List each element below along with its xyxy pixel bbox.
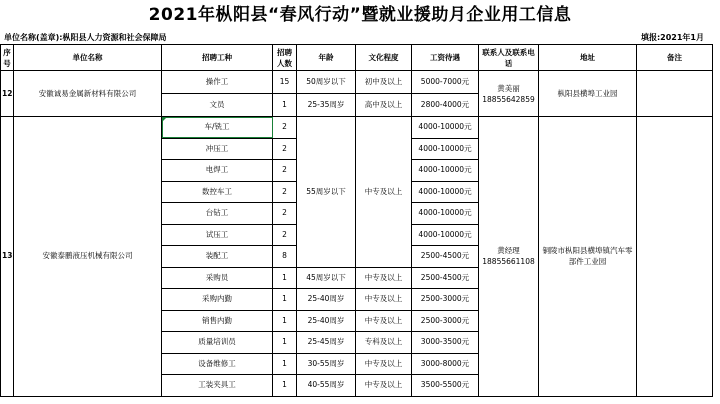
- job-label: 车/铣工: [204, 122, 230, 132]
- age-cell[interactable]: 25-35周岁: [297, 94, 356, 117]
- filled-date-label: 填报:2021年1月: [640, 33, 704, 42]
- company-name-cell[interactable]: 安徽泰鹏液压机械有限公司: [14, 117, 162, 397]
- header-salary[interactable]: 工资待遇: [412, 45, 479, 71]
- salary-cell[interactable]: 4000-10000元: [412, 224, 479, 246]
- remark-cell[interactable]: [637, 117, 713, 397]
- job-cell[interactable]: 文员: [162, 94, 273, 117]
- count-cell[interactable]: 2: [273, 138, 297, 160]
- header-seq[interactable]: 序号: [1, 45, 14, 71]
- job-cell[interactable]: 采购内勤: [162, 289, 273, 311]
- age-cell[interactable]: 45周岁以下: [297, 267, 356, 289]
- salary-cell[interactable]: 2500-4500元: [412, 246, 479, 268]
- age-cell[interactable]: 30-55周岁: [297, 353, 356, 375]
- sheet-title: 2021年枞阳县“春风行动”暨就业援助月企业用工信息: [148, 5, 572, 25]
- address-cell[interactable]: 枞阳县横埠工业园: [539, 71, 637, 117]
- salary-cell[interactable]: 4000-10000元: [412, 138, 479, 160]
- count-cell[interactable]: 1: [273, 267, 297, 289]
- contact-name: 黄美丽: [497, 83, 520, 93]
- header-company[interactable]: 单位名称: [14, 45, 162, 71]
- count-cell[interactable]: 2: [273, 181, 297, 203]
- count-cell[interactable]: 1: [273, 310, 297, 332]
- count-cell[interactable]: 2: [273, 203, 297, 225]
- job-cell[interactable]: [162, 117, 273, 139]
- contact-phone: 18855661108: [482, 257, 535, 267]
- contact-phone: 18855642859: [482, 94, 535, 104]
- header-remark[interactable]: 备注: [637, 45, 713, 71]
- selected-cell-marker-icon: [162, 117, 167, 122]
- age-cell[interactable]: 55周岁以下: [297, 117, 356, 268]
- edu-cell[interactable]: 中专及以上: [356, 267, 412, 289]
- edu-cell[interactable]: 高中及以上: [356, 94, 412, 117]
- salary-cell[interactable]: 2500-3000元: [412, 310, 479, 332]
- salary-cell[interactable]: 2500-4500元: [412, 267, 479, 289]
- salary-cell[interactable]: 2500-3000元: [412, 289, 479, 311]
- salary-cell[interactable]: 4000-10000元: [412, 160, 479, 182]
- edu-cell[interactable]: 中专及以上: [356, 117, 412, 268]
- job-cell[interactable]: 采购员: [162, 267, 273, 289]
- job-cell[interactable]: 销售内勤: [162, 310, 273, 332]
- salary-cell[interactable]: 4000-10000元: [412, 181, 479, 203]
- job-cell[interactable]: 冲压工: [162, 138, 273, 160]
- header-row: [1, 45, 713, 71]
- contact-name: 黄经理: [497, 246, 520, 256]
- job-cell[interactable]: 试压工: [162, 224, 273, 246]
- job-cell[interactable]: 电焊工: [162, 160, 273, 182]
- edu-cell[interactable]: 中专及以上: [356, 310, 412, 332]
- age-cell[interactable]: 40-55周岁: [297, 375, 356, 397]
- header-contact[interactable]: 联系人及联系电话: [479, 45, 539, 71]
- table-row: [1, 117, 713, 139]
- salary-cell[interactable]: 5000-7000元: [412, 71, 479, 94]
- job-cell[interactable]: 工装夹具工: [162, 375, 273, 397]
- age-cell[interactable]: 50周岁以下: [297, 71, 356, 94]
- count-cell[interactable]: 2: [273, 224, 297, 246]
- company-name-cell[interactable]: 安徽诚易金属新材料有限公司: [14, 71, 162, 117]
- count-cell[interactable]: 2: [273, 160, 297, 182]
- edu-cell[interactable]: 中专及以上: [356, 375, 412, 397]
- edu-cell[interactable]: 初中及以上: [356, 71, 412, 94]
- address-cell[interactable]: 铜陵市枞阳县横埠镇汽车零部件工业园: [539, 117, 637, 397]
- age-cell[interactable]: 25-45周岁: [297, 332, 356, 354]
- seq-cell[interactable]: 12: [1, 71, 14, 117]
- header-edu[interactable]: 文化程度: [356, 45, 412, 71]
- edu-cell[interactable]: 专科及以上: [356, 332, 412, 354]
- header-job[interactable]: 招聘工种: [162, 45, 273, 71]
- job-info-table: [0, 44, 713, 397]
- job-cell[interactable]: 设备维修工: [162, 353, 273, 375]
- edu-cell[interactable]: 中专及以上: [356, 289, 412, 311]
- unit-name-label: 单位名称(盖章):枞阳县人力资源和社会保障局: [4, 33, 167, 42]
- header-count[interactable]: 招聘人数: [273, 45, 297, 71]
- salary-cell[interactable]: 3000-3500元: [412, 332, 479, 354]
- salary-cell[interactable]: 2800-4000元: [412, 94, 479, 117]
- count-cell[interactable]: 2: [273, 117, 297, 139]
- contact-cell[interactable]: [479, 117, 539, 397]
- count-cell[interactable]: 1: [273, 353, 297, 375]
- salary-cell[interactable]: 3500-5500元: [412, 375, 479, 397]
- count-cell[interactable]: 1: [273, 375, 297, 397]
- salary-cell[interactable]: 4000-10000元: [412, 117, 479, 139]
- age-cell[interactable]: 25-40周岁: [297, 310, 356, 332]
- job-cell[interactable]: 装配工: [162, 246, 273, 268]
- job-cell[interactable]: 质量培训员: [162, 332, 273, 354]
- header-address[interactable]: 地址: [539, 45, 637, 71]
- age-cell[interactable]: 25-40周岁: [297, 289, 356, 311]
- header-age[interactable]: 年龄: [297, 45, 356, 71]
- job-cell[interactable]: 数控车工: [162, 181, 273, 203]
- count-cell[interactable]: 1: [273, 332, 297, 354]
- count-cell[interactable]: 8: [273, 246, 297, 268]
- table-row: [1, 71, 713, 94]
- remark-cell[interactable]: [637, 71, 713, 117]
- count-cell[interactable]: 15: [273, 71, 297, 94]
- contact-cell[interactable]: [479, 71, 539, 117]
- count-cell[interactable]: 1: [273, 94, 297, 117]
- job-cell[interactable]: 操作工: [162, 71, 273, 94]
- edu-cell[interactable]: 中专及以上: [356, 353, 412, 375]
- seq-cell[interactable]: 13: [1, 117, 14, 397]
- count-cell[interactable]: 1: [273, 289, 297, 311]
- job-cell[interactable]: 台钻工: [162, 203, 273, 225]
- salary-cell[interactable]: 4000-10000元: [412, 203, 479, 225]
- salary-cell[interactable]: 3000-8000元: [412, 353, 479, 375]
